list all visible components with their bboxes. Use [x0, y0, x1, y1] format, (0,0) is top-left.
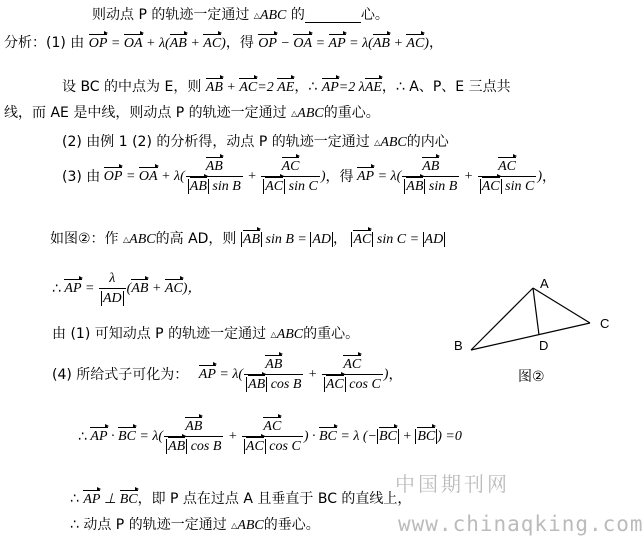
formula: AB sin B = AD	[242, 232, 332, 247]
line-7: 如图②：作 △ABC的高 AD，则 AB sin B = AD ， AC sin C = AD	[50, 231, 444, 247]
label-a: A	[540, 276, 549, 291]
line-3: 设 BC 的中点为 E，则 AB + AC=2 AE，∴ AP=2 λAE，∴ A、P、E 三点共	[62, 79, 511, 95]
label-d: D	[539, 338, 549, 353]
formula: AP ⊥ BC	[83, 492, 138, 507]
line-1: 则动点 P 的轨迹一定通过 △ABC 的 心。	[92, 7, 389, 23]
triangle-abc: ABC	[259, 8, 287, 23]
line-6: (3) 由 OP = OA + λ( $\frac{AB}{\text{AB sin B}}$ + $\frac{AC}{\text{AC sin C}}$ ) ，得 AP = λ( $\frac{AB}{\text{AB sin B}}$ + $\frac{AC}{\text{AC sin C}}$ ) ，	[62, 159, 556, 194]
label-c: C	[600, 316, 610, 331]
side-ac	[533, 288, 590, 323]
line-10: (4) 所给式子可化为： AP = λ( $\frac{AB}{\text{AB cos B}}$ + $\frac{AC}{\text{AC cos C}}$ ) ，	[52, 357, 403, 392]
side-ab	[471, 288, 533, 350]
formula: OP = OA + λ(AB + AC)	[88, 36, 226, 51]
formula: AP=2 λAE	[321, 80, 382, 95]
answer-blank	[305, 10, 361, 23]
formula: OP = OA + λ( $\frac{AB}{\text{AB sin B}}$ + $\frac{AC}{\text{AC sin C}}$ )	[103, 159, 326, 194]
watermark-cn: 中国期刊网	[395, 472, 510, 496]
side-bc	[471, 323, 590, 350]
formula: AC sin C = AD	[353, 232, 444, 247]
watermark-url: www.chinaqking.com	[398, 512, 644, 536]
formula: AP = λ( $\frac{AB}{\text{AB cos B}}$ + $\frac{AC}{\text{AC cos C}}$ )	[198, 357, 389, 392]
line-11: ∴ AP · BC = λ( $\frac{AB}{\text{AB cos B}}$ + $\frac{AC}{\text{AC cos C}}$ ) · BC = λ (− BC + BC ) =0	[78, 419, 462, 454]
line-13: ∴ 动点 P 的轨迹一定通过 △ABC的垂心。	[70, 517, 320, 533]
formula: OP − OA = AP = λ(AB + AC)	[258, 36, 429, 51]
line-9: 由 (1) 可知动点 P 的轨迹一定通过 △ABC的重心。	[52, 326, 360, 342]
line-5: (2) 由例 1 (2) 的分析得，动点 P 的轨迹一定通过 △ABC的内心	[62, 134, 449, 150]
formula: AP · BC = λ( $\frac{AB}{\text{AB cos B}}$ + $\frac{AC}{\text{AC cos C}}$ ) · BC = λ (− BC + BC ) =0	[90, 419, 462, 454]
formula: AP = λ( $\frac{AB}{\text{AB sin B}}$ + $\frac{AC}{\text{AC sin C}}$ )	[356, 159, 542, 194]
formula: AB + AC=2 AE	[205, 80, 295, 95]
line-2: 分析：(1) 由 OP = OA + λ(AB + AC)，得 OP − OA = AP = λ(AB + AC)，	[4, 35, 443, 51]
line-8: ∴ AP = $\frac{\lambda}{AD}$ (AB + AC)，	[52, 271, 202, 306]
altitude-ad	[533, 288, 539, 335]
label-b: B	[454, 338, 463, 353]
figure-caption: 图②	[518, 369, 545, 385]
line-12: ∴ AP ⊥ BC，即 P 点在过点 A 且垂直于 BC 的直线上，	[70, 491, 412, 507]
line-4: 线，而 AE 是中线，则动点 P 的轨迹一定通过 △ABC的重心。	[4, 105, 380, 121]
formula: AP = $\frac{\lambda}{AD}$ (AB + AC)，	[64, 271, 202, 306]
